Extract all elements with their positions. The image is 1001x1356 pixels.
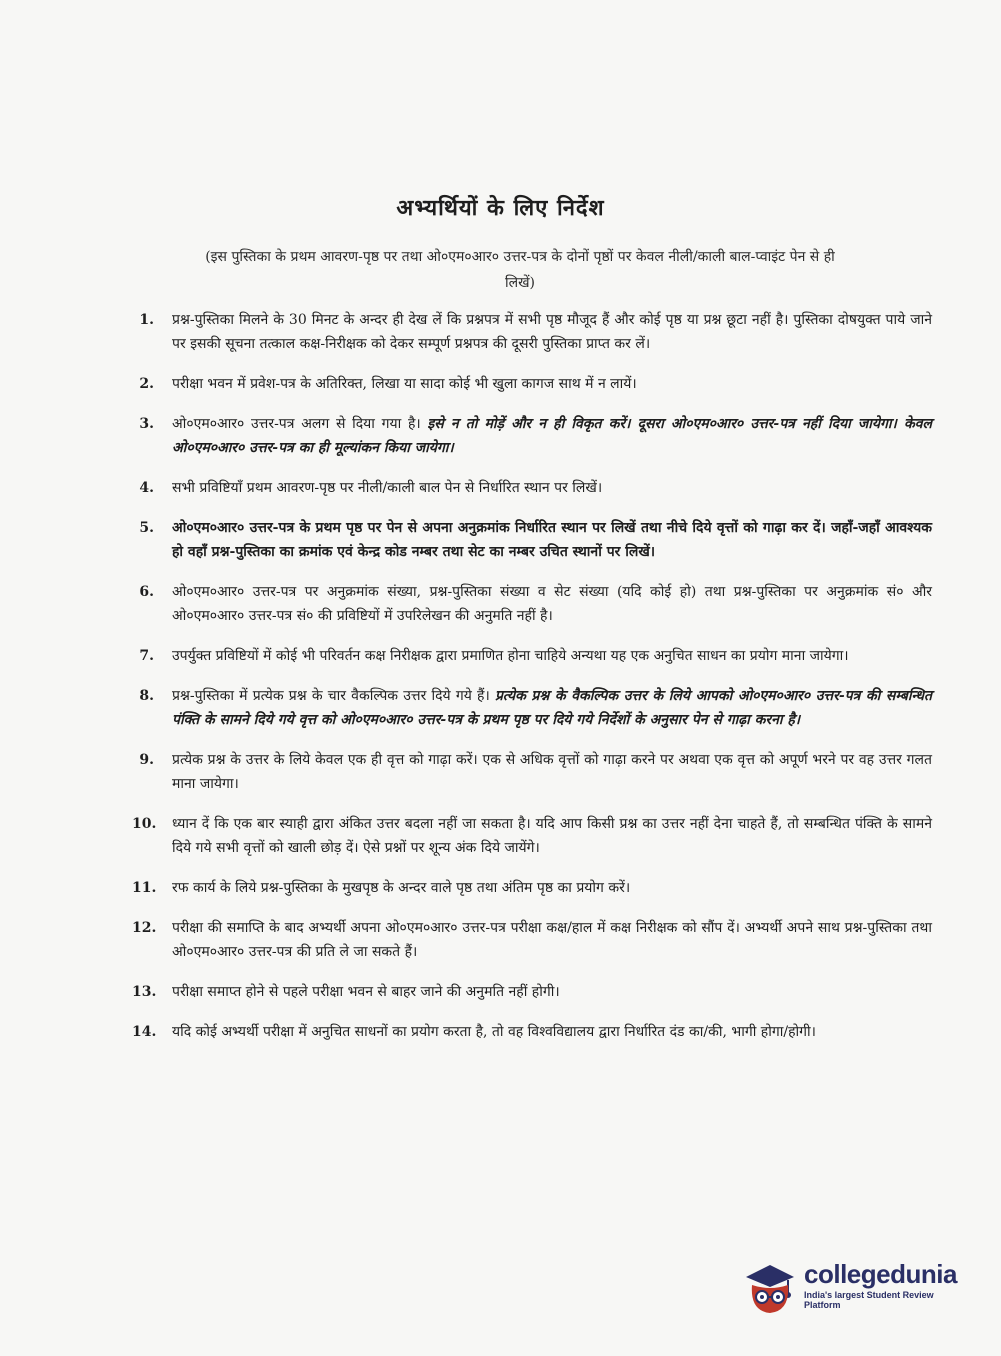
instruction-item-9 xyxy=(132,748,932,796)
item-text: प्रश्न-पुस्तिका में प्रत्येक प्रश्न के चार वैकल्पिक उत्तर दिये गये हैं। xyxy=(172,688,490,704)
mascot-icon xyxy=(742,1255,798,1315)
collegedunia-logo xyxy=(742,1250,972,1320)
item-text-wrap xyxy=(172,684,932,732)
instruction-item-14 xyxy=(132,1020,932,1044)
item-number: 7. xyxy=(139,648,154,664)
item-number: 12. xyxy=(132,920,157,936)
item-text: ओ०एम०आर० उत्तर-पत्र के प्रथम पृष्ठ पर पेन से अपना अनुक्रमांक निर्धारित स्थान पर लिखें तथा नीचे दिये वृत्तों को गाढ़ा कर दें। जहाँ-जहाँ आवश्यक हो वहाँ प्रश्न-पुस्तिका का क्रमांक एवं केन्द्र कोड नम्बर तथा सेट का नम्बर उचित स्थानों पर लिखें। xyxy=(172,520,932,560)
item-text: रफ कार्य के लिये प्रश्न-पुस्तिका के मुखपृष्ठ के अन्दर वाले पृष्ठ तथा अंतिम पृष्ठ का प्रयोग करें। xyxy=(172,880,631,896)
instruction-item-11 xyxy=(132,876,932,900)
instruction-item-13 xyxy=(132,980,932,1004)
item-number: 10. xyxy=(132,816,157,832)
item-text: परीक्षा भवन में प्रवेश-पत्र के अतिरिक्त, लिखा या सादा कोई भी खुला कागज साथ में न लायें। xyxy=(172,376,637,392)
item-number: 1. xyxy=(139,312,154,328)
logo-text xyxy=(804,1260,972,1310)
item-text: परीक्षा समाप्त होने से पहले परीक्षा भवन से बाहर जाने की अनुमति नहीं होगी। xyxy=(172,984,560,1000)
instruction-item-5 xyxy=(132,516,932,564)
instruction-item-4 xyxy=(132,476,932,500)
item-text: ध्यान दें कि एक बार स्याही द्वारा अंकित उत्तर बदला नहीं जा सकता है। यदि आप किसी प्रश्न का उत्तर नहीं देना चाहते हैं, तो सम्बन्धित पंक्ति के सामने दिये गये सभी वृत्तों को खाली छोड़ दें। ऐसे प्रश्नों पर शून्य अंक दिये जायेंगे। xyxy=(172,816,932,856)
item-text-wrap xyxy=(172,412,932,460)
item-number: 13. xyxy=(132,984,157,1000)
item-text: उपर्युक्त प्रविष्टियों में कोई भी परिवर्तन कक्ष निरीक्षक द्वारा प्रमाणित होना चाहिये अन्यथा यह एक अनुचित साधन का प्रयोग माना जायेगा। xyxy=(172,648,849,664)
instruction-item-7 xyxy=(132,644,932,668)
item-number: 4. xyxy=(139,480,154,496)
item-text: ओ०एम०आर० उत्तर-पत्र पर अनुक्रमांक संख्या, प्रश्न-पुस्तिका संख्या व सेट संख्या (यदि कोई हो) तथा प्रश्न-पुस्तिका पर अनुक्रमांक सं० और ओ०एम०आर० उत्तर-पत्र सं० की प्रविष्टियों में उपरिलेखन की अनुमति नहीं है। xyxy=(172,584,932,624)
item-number: 11. xyxy=(132,880,157,896)
logo-tagline: India's largest Student Review Platform xyxy=(804,1290,934,1310)
item-text: यदि कोई अभ्यर्थी परीक्षा में अनुचित साधनों का प्रयोग करता है, तो वह विश्वविद्यालय द्वारा निर्धारित दंड का/की, भागी होगा/होगी। xyxy=(172,1024,816,1040)
item-number: 5. xyxy=(139,520,154,536)
item-text: प्रश्न-पुस्तिका मिलने के 30 मिनट के अन्दर ही देख लें कि प्रश्नपत्र में सभी पृष्ठ मौजूद हैं और कोई पृष्ठ या प्रश्न छूटा नहीं है। पुस्तिका दोषयुक्त पाये जाने पर इसकी सूचना तत्काल कक्ष-निरीक्षक को देकर सम्पूर्ण प्रश्नपत्र की दूसरी पुस्तिका प्राप्त कर लें। xyxy=(172,312,932,352)
instruction-item-12 xyxy=(132,916,932,964)
item-emphasis: इसे न तो मोड़ें और न ही विकृत करें। दूसरा ओ०एम०आर० उत्तर-पत्र नहीं दिया जायेगा। केवल ओ०एम०आर० उत्तर-पत्र का ही मूल्यांकन किया जायेगा। xyxy=(172,416,932,456)
instruction-item-6 xyxy=(132,580,932,628)
page-subtitle: (इस पुस्तिका के प्रथम आवरण-पृष्ठ पर तथा ओ०एम०आर० उत्तर-पत्र के दोनों पृष्ठों पर केवल नीली/काली बाल-प्वाइंट पेन से ही लिखें) xyxy=(205,249,835,291)
item-number: 8. xyxy=(139,688,154,704)
item-text: ओ०एम०आर० उत्तर-पत्र अलग से दिया गया है। xyxy=(172,416,421,432)
item-emphasis: प्रत्येक प्रश्न के वैकल्पिक उत्तर के लिये आपको ओ०एम०आर० उत्तर-पत्र की सम्बन्धित पंक्ति के सामने दिये गये वृत्त को ओ०एम०आर० उत्तर-पत्र के प्रथम पृष्ठ पर दिये गये निर्देशों के अनुसार पेन से गाढ़ा करना है। xyxy=(172,688,932,728)
item-number: 6. xyxy=(139,584,154,600)
instruction-list xyxy=(132,308,932,1060)
item-number: 9. xyxy=(139,752,154,768)
instruction-item-3 xyxy=(132,412,932,460)
page-title: अभ्यर्थियों के लिए निर्देश xyxy=(396,195,605,221)
item-text: सभी प्रविष्टियाँ प्रथम आवरण-पृष्ठ पर नीली/काली बाल पेन से निर्धारित स्थान पर लिखें। xyxy=(172,480,603,496)
instruction-item-1 xyxy=(132,308,932,356)
item-number: 3. xyxy=(139,416,154,432)
item-number: 14. xyxy=(132,1024,157,1040)
instruction-item-8 xyxy=(132,684,932,732)
logo-name: collegedunia xyxy=(804,1259,957,1289)
instruction-item-10 xyxy=(132,812,932,860)
item-text: प्रत्येक प्रश्न के उत्तर के लिये केवल एक ही वृत्त को गाढ़ा करें। एक से अधिक वृत्तों को गाढ़ा करने पर अथवा एक वृत्त को अपूर्ण भरने पर वह उत्तर गलत माना जायेगा। xyxy=(172,752,932,792)
instruction-item-2 xyxy=(132,372,932,396)
item-text: परीक्षा की समाप्ति के बाद अभ्यर्थी अपना ओ०एम०आर० उत्तर-पत्र परीक्षा कक्ष/हाल में कक्ष निरीक्षक को सौंप दें। अभ्यर्थी अपने साथ प्रश्न-पुस्तिका तथा ओ०एम०आर० उत्तर-पत्र की प्रति ले जा सकते हैं। xyxy=(172,920,932,960)
item-number: 2. xyxy=(139,376,154,392)
